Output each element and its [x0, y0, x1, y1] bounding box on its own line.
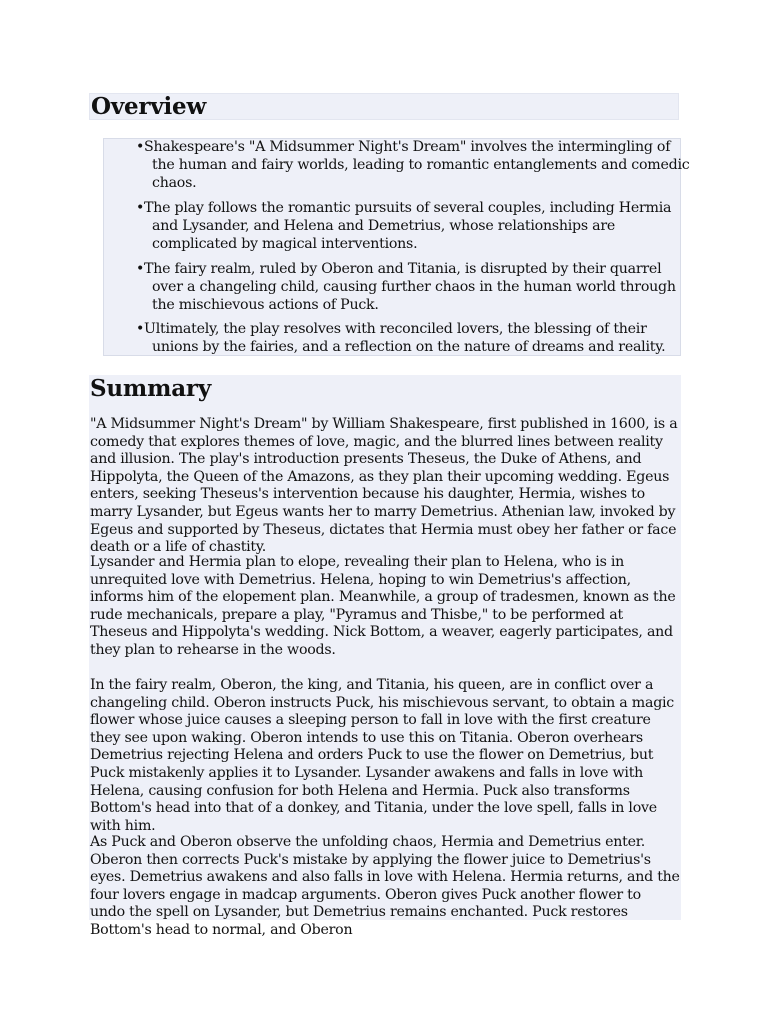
overview-bullet-text: The fairy realm, ruled by Oberon and Titania, is disrupted by their quarrel over a changeling child, causing further chaos in the human world through the mischievous actions of Puck.	[144, 261, 676, 313]
bullet-icon: •	[136, 261, 145, 277]
overview-bullet-item	[136, 321, 692, 357]
summary-paragraph: Lysander and Hermia plan to elope, revealing their plan to Helena, who is in unrequited love with Demetrius. Helena, hoping to win Demetrius's affection, informs him of the elopement plan. Meanwhile, a group of tradesmen, known as the rude mechanicals, prepare a play, "Pyramus and Thisbe," to be performed at Theseus and Hippolyta's wedding. Nick Bottom, a weaver, eagerly participates, and they plan to rehearse in the woods.	[90, 554, 676, 658]
overview-heading-bar	[89, 93, 679, 120]
summary-section	[89, 375, 681, 938]
overview-bullet-item	[136, 200, 692, 253]
bullet-icon: •	[136, 321, 145, 337]
overview-heading: Overview	[91, 93, 207, 120]
overview-bullet-text: Ultimately, the play resolves with reconciled lovers, the blessing of their unions by the fairies, and a reflection on the nature of dreams and reality.	[144, 321, 666, 355]
overview-bullet-text: Shakespeare's "A Midsummer Night's Dream" involves the intermingling of the human and fairy worlds, leading to romantic entanglements and comedic chaos.	[144, 139, 690, 191]
bullet-icon: •	[136, 139, 145, 155]
summary-paragraph: "A Midsummer Night's Dream" by William Shakespeare, first published in 1600, is a comedy that explores themes of love, magic, and the blurred lines between reality and illusion. The play's introduction presents Theseus, the Duke of Athens, and Hippolyta, the Queen of the Amazons, as they plan their upcoming wedding. Egeus enters, seeking Theseus's intervention because his daughter, Hermia, wishes to marry Lysander, but Egeus wants her to marry Demetrius. Athenian law, invoked by Egeus and supported by Theseus, dictates that Hermia must obey her father or face death or a life of chastity.	[90, 416, 678, 556]
overview-bullet-box	[103, 138, 690, 356]
summary-paragraph: In the fairy realm, Oberon, the king, and Titania, his queen, are in conflict over a changeling child. Oberon instructs Puck, his mischievous servant, to obtain a magic flower whose juice causes a sleeping person to fall in love with the first creature they see upon waking. Oberon intends to use this on Titania. Oberon overhears Demetrius rejecting Helena and orders Puck to use the flower on Demetrius, but Puck mistakenly applies it to Lysander. Lysander awakens and falls in love with Helena, causing confusion for both Helena and Hermia. Puck also transforms Bottom's head into that of a donkey, and Titania, under the love spell, falls in love with him.	[90, 677, 675, 834]
overview-bullet-item	[136, 139, 692, 192]
bullet-icon: •	[136, 200, 145, 216]
summary-paragraph: As Puck and Oberon observe the unfolding chaos, Hermia and Demetrius enter. Oberon then corrects Puck's mistake by applying the flower juice to Demetrius's eyes. Demetrius awakens and also falls in love with Helena. Hermia returns, and the four lovers engage in madcap arguments. Oberon gives Puck another flower to undo the spell on Lysander, but Demetrius remains enchanted. Puck restores Bottom's head to normal, and Oberon	[90, 834, 680, 938]
overview-bullet-text: The play follows the romantic pursuits of several couples, including Hermia and Lysander, and Helena and Demetrius, whose relationships are complicated by magical interventions.	[144, 200, 672, 252]
overview-bullet-item	[136, 261, 692, 314]
summary-heading: Summary	[90, 375, 211, 402]
